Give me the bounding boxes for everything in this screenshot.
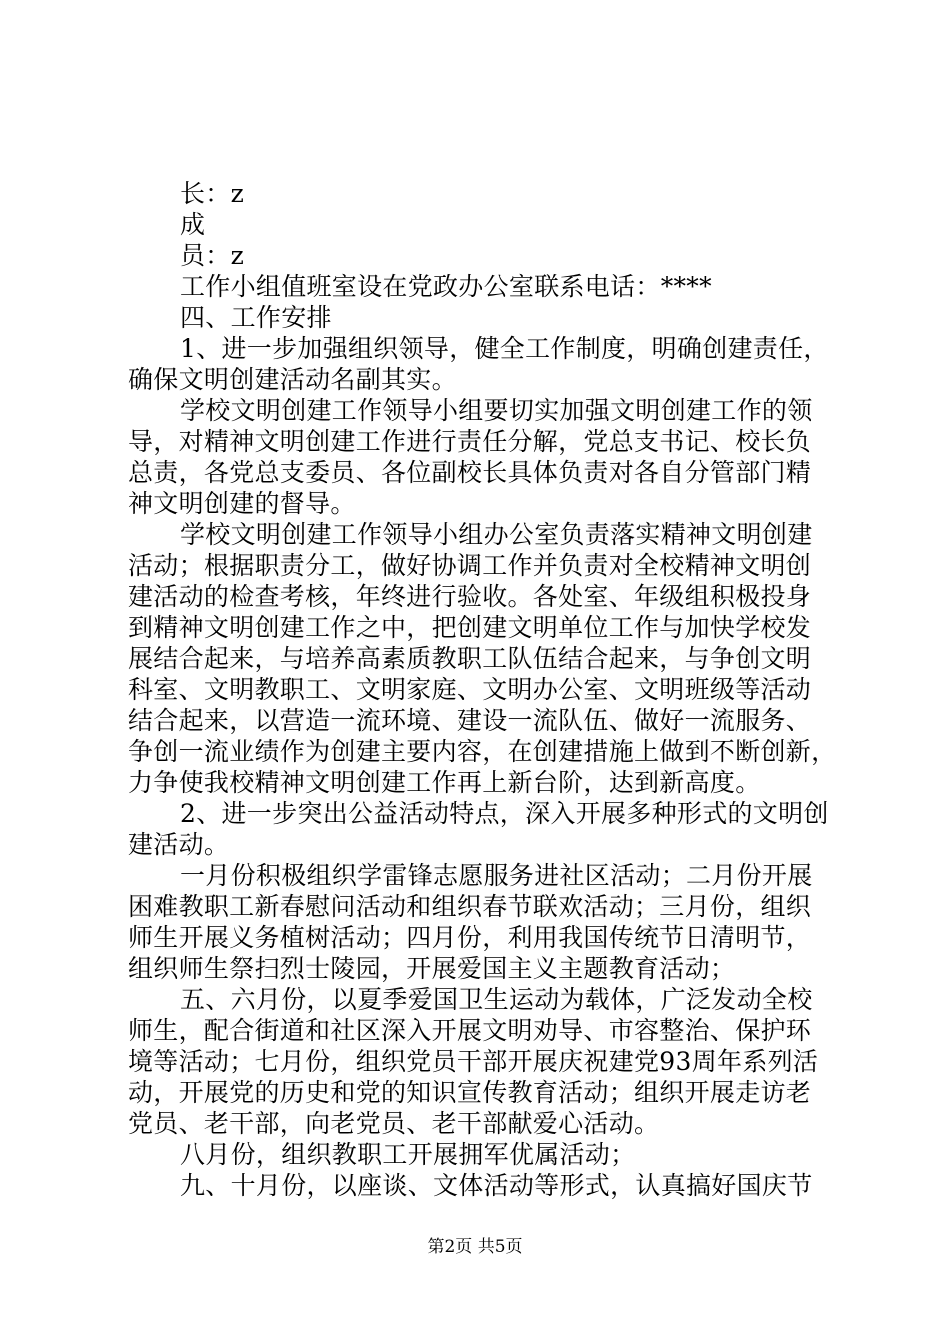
paragraph-line: 展结合起来，与培养高素质教职工队伍结合起来，与争创文明 <box>128 644 812 673</box>
paragraph-line: 神文明创建的督导。 <box>128 489 356 518</box>
paragraph-line: 学校文明创建工作领导小组要切实加强文明创建工作的领 <box>180 396 813 425</box>
paragraph-line: 八月份，组织教职工开展拥军优属活动； <box>180 1140 636 1169</box>
text-line: 成 <box>180 210 206 239</box>
paragraph-line: 师生，配合街道和社区深入开展文明劝导、市容整治、保护环 <box>128 1016 812 1045</box>
text-line: 长：z <box>180 179 245 208</box>
paragraph-line: 学校文明创建工作领导小组办公室负责落实精神文明创建 <box>180 520 813 549</box>
paragraph-line: 导，对精神文明创建工作进行责任分解，党总支书记、校长负 <box>128 427 812 456</box>
page-number-footer: 第2页 共5页 <box>427 1237 523 1257</box>
paragraph-line: 困难教职工新春慰问活动和组织春节联欢活动；三月份，组织 <box>128 892 812 921</box>
paragraph-line: 师生开展义务植树活动；四月份，利用我国传统节日清明节， <box>128 923 812 952</box>
paragraph-line: 一月份积极组织学雷锋志愿服务进社区活动；二月份开展 <box>180 861 813 890</box>
text-line: 工作小组值班室设在党政办公室联系电话：**** <box>180 272 712 301</box>
paragraph-line: 力争使我校精神文明创建工作再上新台阶，达到新高度。 <box>128 768 761 797</box>
subheading-line: 建活动。 <box>128 830 230 859</box>
subheading-line: 2、进一步突出公益活动特点，深入开展多种形式的文明创 <box>180 799 829 828</box>
paragraph-line: 到精神文明创建工作之中，把创建文明单位工作与加快学校发 <box>128 613 812 642</box>
paragraph-line: 境等活动；七月份，组织党员干部开展庆祝建党93周年系列活 <box>128 1047 819 1076</box>
paragraph-line: 建活动的检查考核，年终进行验收。各处室、年级组积极投身 <box>128 582 812 611</box>
paragraph-line: 科室、文明教职工、文明家庭、文明办公室、文明班级等活动 <box>128 675 812 704</box>
section-heading: 四、工作安排 <box>180 303 332 332</box>
paragraph-line: 九、十月份，以座谈、文体活动等形式，认真搞好国庆节 <box>180 1171 813 1200</box>
paragraph-line: 总责，各党总支委员、各位副校长具体负责对各自分管部门精 <box>128 458 812 487</box>
paragraph-line: 结合起来，以营造一流环境、建设一流队伍、做好一流服务、 <box>128 706 812 735</box>
text-line: 员：z <box>180 241 245 270</box>
paragraph-line: 组织师生祭扫烈士陵园，开展爱国主义主题教育活动； <box>128 954 736 983</box>
subheading-line: 确保文明创建活动名副其实。 <box>128 365 457 394</box>
paragraph-line: 动，开展党的历史和党的知识宣传教育活动；组织开展走访老 <box>128 1078 812 1107</box>
subheading-line: 1、进一步加强组织领导，健全工作制度，明确创建责任， <box>180 334 829 363</box>
paragraph-line: 五、六月份，以夏季爱国卫生运动为载体，广泛发动全校 <box>180 985 813 1014</box>
paragraph-line: 争创一流业绩作为创建主要内容，在创建措施上做到不断创新， <box>128 737 837 766</box>
paragraph-line: 党员、老干部，向老党员、老干部献爱心活动。 <box>128 1109 660 1138</box>
paragraph-line: 活动；根据职责分工，做好协调工作并负责对全校精神文明创 <box>128 551 812 580</box>
